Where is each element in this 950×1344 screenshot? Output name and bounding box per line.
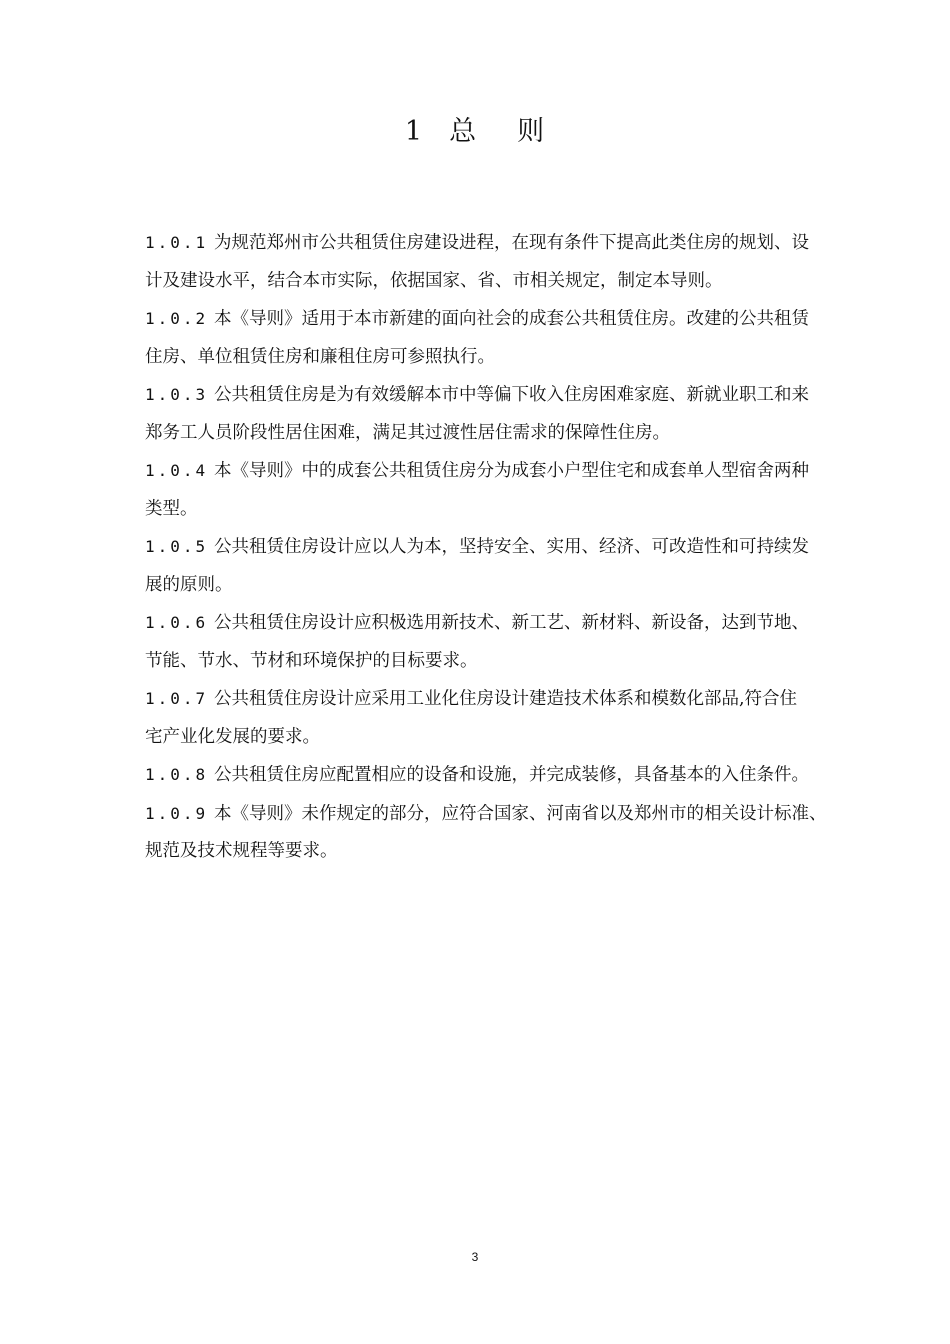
clause-number: 1.0.2	[145, 309, 209, 328]
clause-number: 1.0.6	[145, 613, 209, 632]
page-title	[0, 112, 950, 152]
clause-text-cont: 类型。	[145, 498, 198, 519]
clause-text-cont: 展的原则。	[145, 574, 233, 595]
clause-number: 1.0.7	[145, 689, 209, 708]
clause-text: 公共租赁住房设计应以人为本，坚持安全、实用、经济、可改造性和可持续发	[214, 537, 809, 557]
clause-text-cont: 住房、单位租赁住房和廉租住房可参照执行。	[145, 346, 495, 367]
clause-number: 1.0.9	[145, 803, 209, 823]
clause-1-0-9	[145, 795, 867, 871]
clause-text: 本《导则》适用于本市新建的面向社会的成套公共租赁住房。改建的公共租赁	[214, 309, 809, 329]
clause-1-0-7	[145, 680, 867, 756]
clause-1-0-2	[145, 300, 867, 376]
clause-1-0-1	[145, 224, 867, 300]
clause-text: 公共租赁住房应配置相应的设备和设施，并完成装修，具备基本的入住条件。	[214, 765, 809, 785]
clause-text-cont: 郑务工人员阶段性居住困难，满足其过渡性居住需求的保障性住房。	[145, 422, 670, 443]
clause-text-cont: 规范及技术规程等要求。	[145, 841, 338, 861]
clause-1-0-6	[145, 604, 867, 680]
clause-text: 公共租赁住房是为有效缓解本市中等偏下收入住房困难家庭、新就业职工和来	[214, 385, 809, 405]
clause-text-cont: 宅产业化发展的要求。	[145, 726, 320, 747]
clause-number: 1.0.8	[145, 765, 209, 784]
clause-number: 1.0.1	[145, 233, 209, 252]
title-char-2: 则	[517, 116, 546, 147]
clause-1-0-5	[145, 528, 867, 604]
title-char-1: 总	[449, 116, 478, 147]
clause-text: 公共租赁住房设计应积极选用新技术、新工艺、新材料、新设备，达到节地、	[214, 613, 809, 633]
title-number: 1	[404, 116, 424, 147]
clause-text: 本《导则》未作规定的部分，应符合国家、河南省以及郑州市的相关设计标准、	[214, 803, 827, 824]
page-number: 3	[471, 1250, 479, 1264]
clause-1-0-3	[145, 376, 867, 452]
clause-number: 1.0.4	[145, 461, 209, 480]
clause-text: 为规范郑州市公共租赁住房建设进程，在现有条件下提高此类住房的规划、设	[214, 233, 809, 253]
clause-1-0-8	[145, 756, 867, 795]
clause-1-0-4	[145, 452, 867, 528]
clause-text: 公共租赁住房设计应采用工业化住房设计建造技术体系和模数化部品,符合住	[214, 689, 798, 709]
clause-text-cont: 计及建设水平，结合本市实际，依据国家、省、市相关规定，制定本导则。	[145, 270, 723, 291]
clause-number: 1.0.5	[145, 537, 209, 556]
clause-list	[145, 224, 867, 871]
clause-number: 1.0.3	[145, 385, 209, 404]
clause-text-cont: 节能、节水、节材和环境保护的目标要求。	[145, 650, 478, 671]
clause-text: 本《导则》中的成套公共租赁住房分为成套小户型住宅和成套单人型宿舍两种	[214, 461, 809, 481]
